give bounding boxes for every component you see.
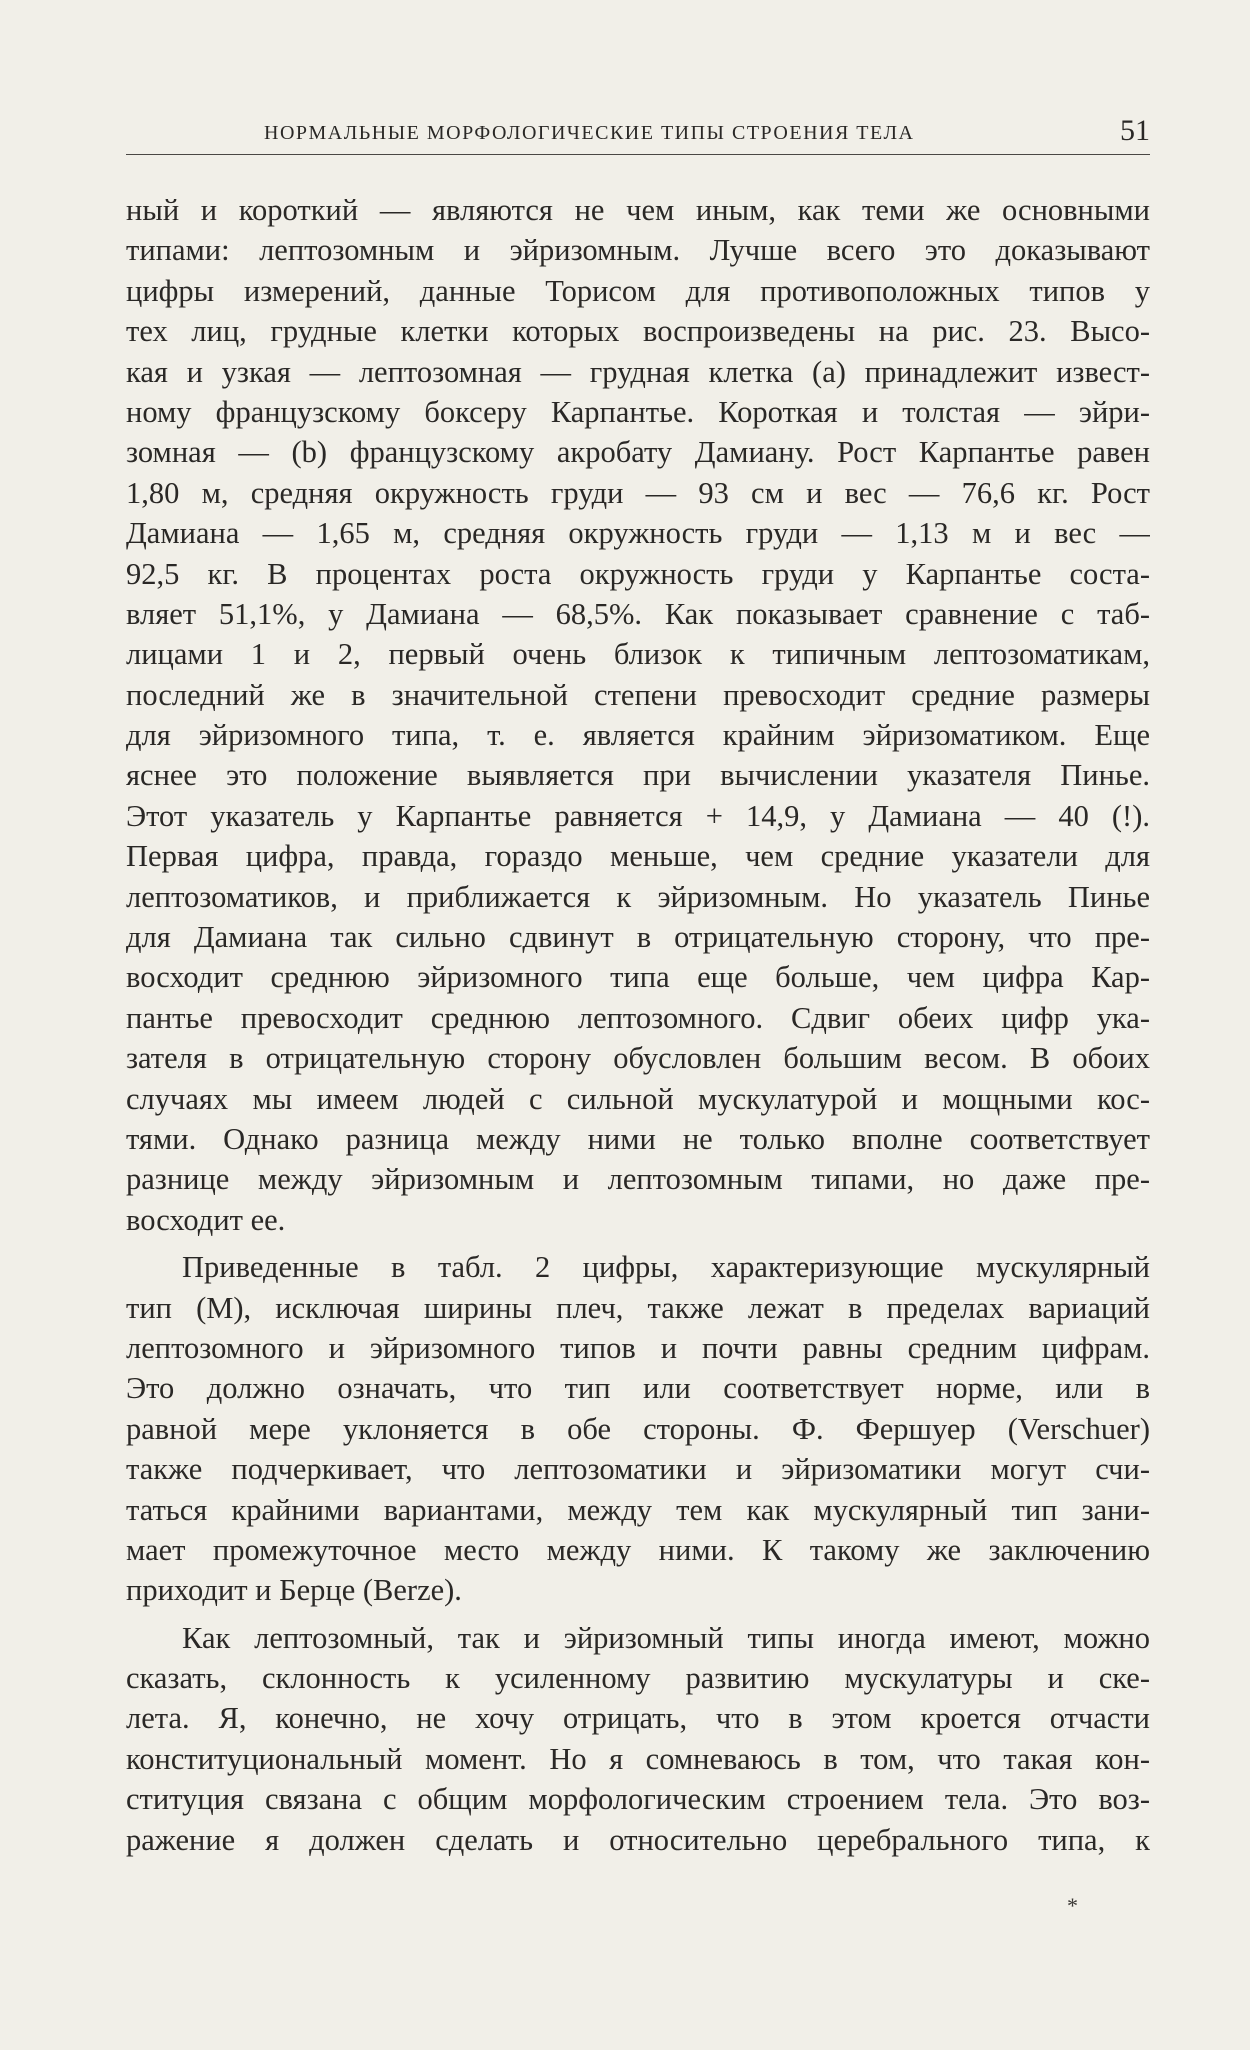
text-line: тями. Однако разница между ними не только вполне соответствует <box>126 1121 1150 1156</box>
text-line: ституция связана с общим морфологическим строением тела. Это воз- <box>126 1782 1150 1817</box>
body-text <box>126 190 1150 1860</box>
text-line: лицами 1 и 2, первый очень близок к типичным лептозоматикам, <box>126 637 1150 672</box>
text-line: также подчеркивает, что лептозоматики и эйризоматики могут счи- <box>126 1452 1150 1487</box>
text-line: ный и короткий — являются не чем иным, как теми же основными <box>126 193 1150 227</box>
text-line: тип (М), исключая ширины плеч, также лежат в пределах вариаций <box>126 1290 1150 1325</box>
text-line: Этот указатель у Карпантье равняется + 14,9, у Дамиана — 40 (!). <box>126 798 1150 833</box>
paragraph <box>126 1247 1150 1611</box>
footer-mark: * <box>1067 1893 1078 1918</box>
paragraph <box>126 1618 1150 1860</box>
text-line: лептозоматиков, и приближается к эйризомным. Но указатель Пинье <box>126 879 1150 914</box>
text-line: лета. Я, конечно, не хочу отрицать, что в этом кроется отчасти <box>126 1701 1150 1736</box>
text-line: лептозомного и эйризомного типов и почти равны средним цифрам. <box>126 1330 1150 1365</box>
running-title: НОРМАЛЬНЫЕ МОРФОЛОГИЧЕСКИЕ ТИПЫ СТРОЕНИЯ ТЕЛА <box>264 122 915 144</box>
text-line: Первая цифра, правда, гораздо меньше, чем средние указатели для <box>126 839 1150 874</box>
text-line: цифры измерений, данные Торисом для противоположных типов у <box>126 273 1150 308</box>
text-line: таться крайними вариантами, между тем как мускулярный тип зани- <box>126 1492 1150 1527</box>
text-line: последний же в значительной степени превосходит средние размеры <box>126 677 1150 712</box>
text-line: 92,5 кг. В процентах роста окружность груди у Карпантье соста- <box>126 556 1150 591</box>
text-line: Дамиана — 1,65 м, средняя окружность груди — 1,13 м и вес — <box>126 516 1150 551</box>
text-line: зателя в отрицательную сторону обусловлен большим весом. В обоих <box>126 1041 1150 1076</box>
text-line: Приведенные в табл. 2 цифры, характеризующие мускулярный <box>182 1250 1150 1285</box>
text-line: ражение я должен сделать и относительно церебрального типа, к <box>126 1822 1150 1857</box>
text-line: Как лептозомный, так и эйризомный типы иногда имеют, можно <box>182 1620 1150 1655</box>
paragraph <box>126 190 1150 1240</box>
text-line: мает промежуточное место между ними. К такому же заключению <box>126 1532 1150 1567</box>
text-line: сказать, склонность к усиленному развитию мускулатуры и ске- <box>126 1661 1150 1696</box>
text-line: разнице между эйризомным и лептозомным типами, но даже пре- <box>126 1162 1150 1197</box>
text-line: для Дамиана так сильно сдвинут в отрицательную сторону, что пре- <box>126 920 1150 955</box>
text-line: кая и узкая — лептозомная — грудная клетка (a) принадлежит извест- <box>126 354 1150 389</box>
text-line: пантье превосходит среднюю лептозомного. Сдвиг обеих цифр ука- <box>126 1000 1150 1035</box>
text-line: восходит среднюю эйризомного типа еще больше, чем цифра Кар- <box>126 960 1150 995</box>
page-number: 51 <box>1120 114 1150 147</box>
text-line: тех лиц, грудные клетки которых воспроизведены на рис. 23. Высо- <box>126 314 1150 349</box>
text-line: ному французскому боксеру Карпантье. Короткая и толстая — эйри- <box>126 394 1150 429</box>
text-line: приходит и Берце (Berze). <box>126 1573 462 1608</box>
text-line: конституциональный момент. Но я сомневаюсь в том, что такая кон- <box>126 1741 1150 1776</box>
text-line: 1,80 м, средняя окружность груди — 93 см и вес — 76,6 кг. Рост <box>126 475 1150 510</box>
running-header <box>126 114 1150 155</box>
text-line: вляет 51,1%, у Дамиана — 68,5%. Как показывает сравнение с таб- <box>126 596 1150 631</box>
text-line: для эйризомного типа, т. е. является крайним эйризоматиком. Еще <box>126 718 1150 753</box>
text-line: восходит ее. <box>126 1202 286 1237</box>
text-line: яснее это положение выявляется при вычислении указателя Пинье. <box>126 758 1150 793</box>
text-line: равной мере уклоняется в обе стороны. Ф. Фершуер (Verschuer) <box>126 1411 1150 1446</box>
text-line: Это должно означать, что тип или соответствует норме, или в <box>126 1371 1150 1406</box>
text-line: зомная — (b) французскому акробату Дамиану. Рост Карпантье равен <box>126 435 1150 470</box>
text-line: типами: лептозомным и эйризомным. Лучше всего это доказывают <box>126 233 1150 268</box>
text-line: случаях мы имеем людей с сильной мускулатурой и мощными кос- <box>126 1081 1150 1116</box>
